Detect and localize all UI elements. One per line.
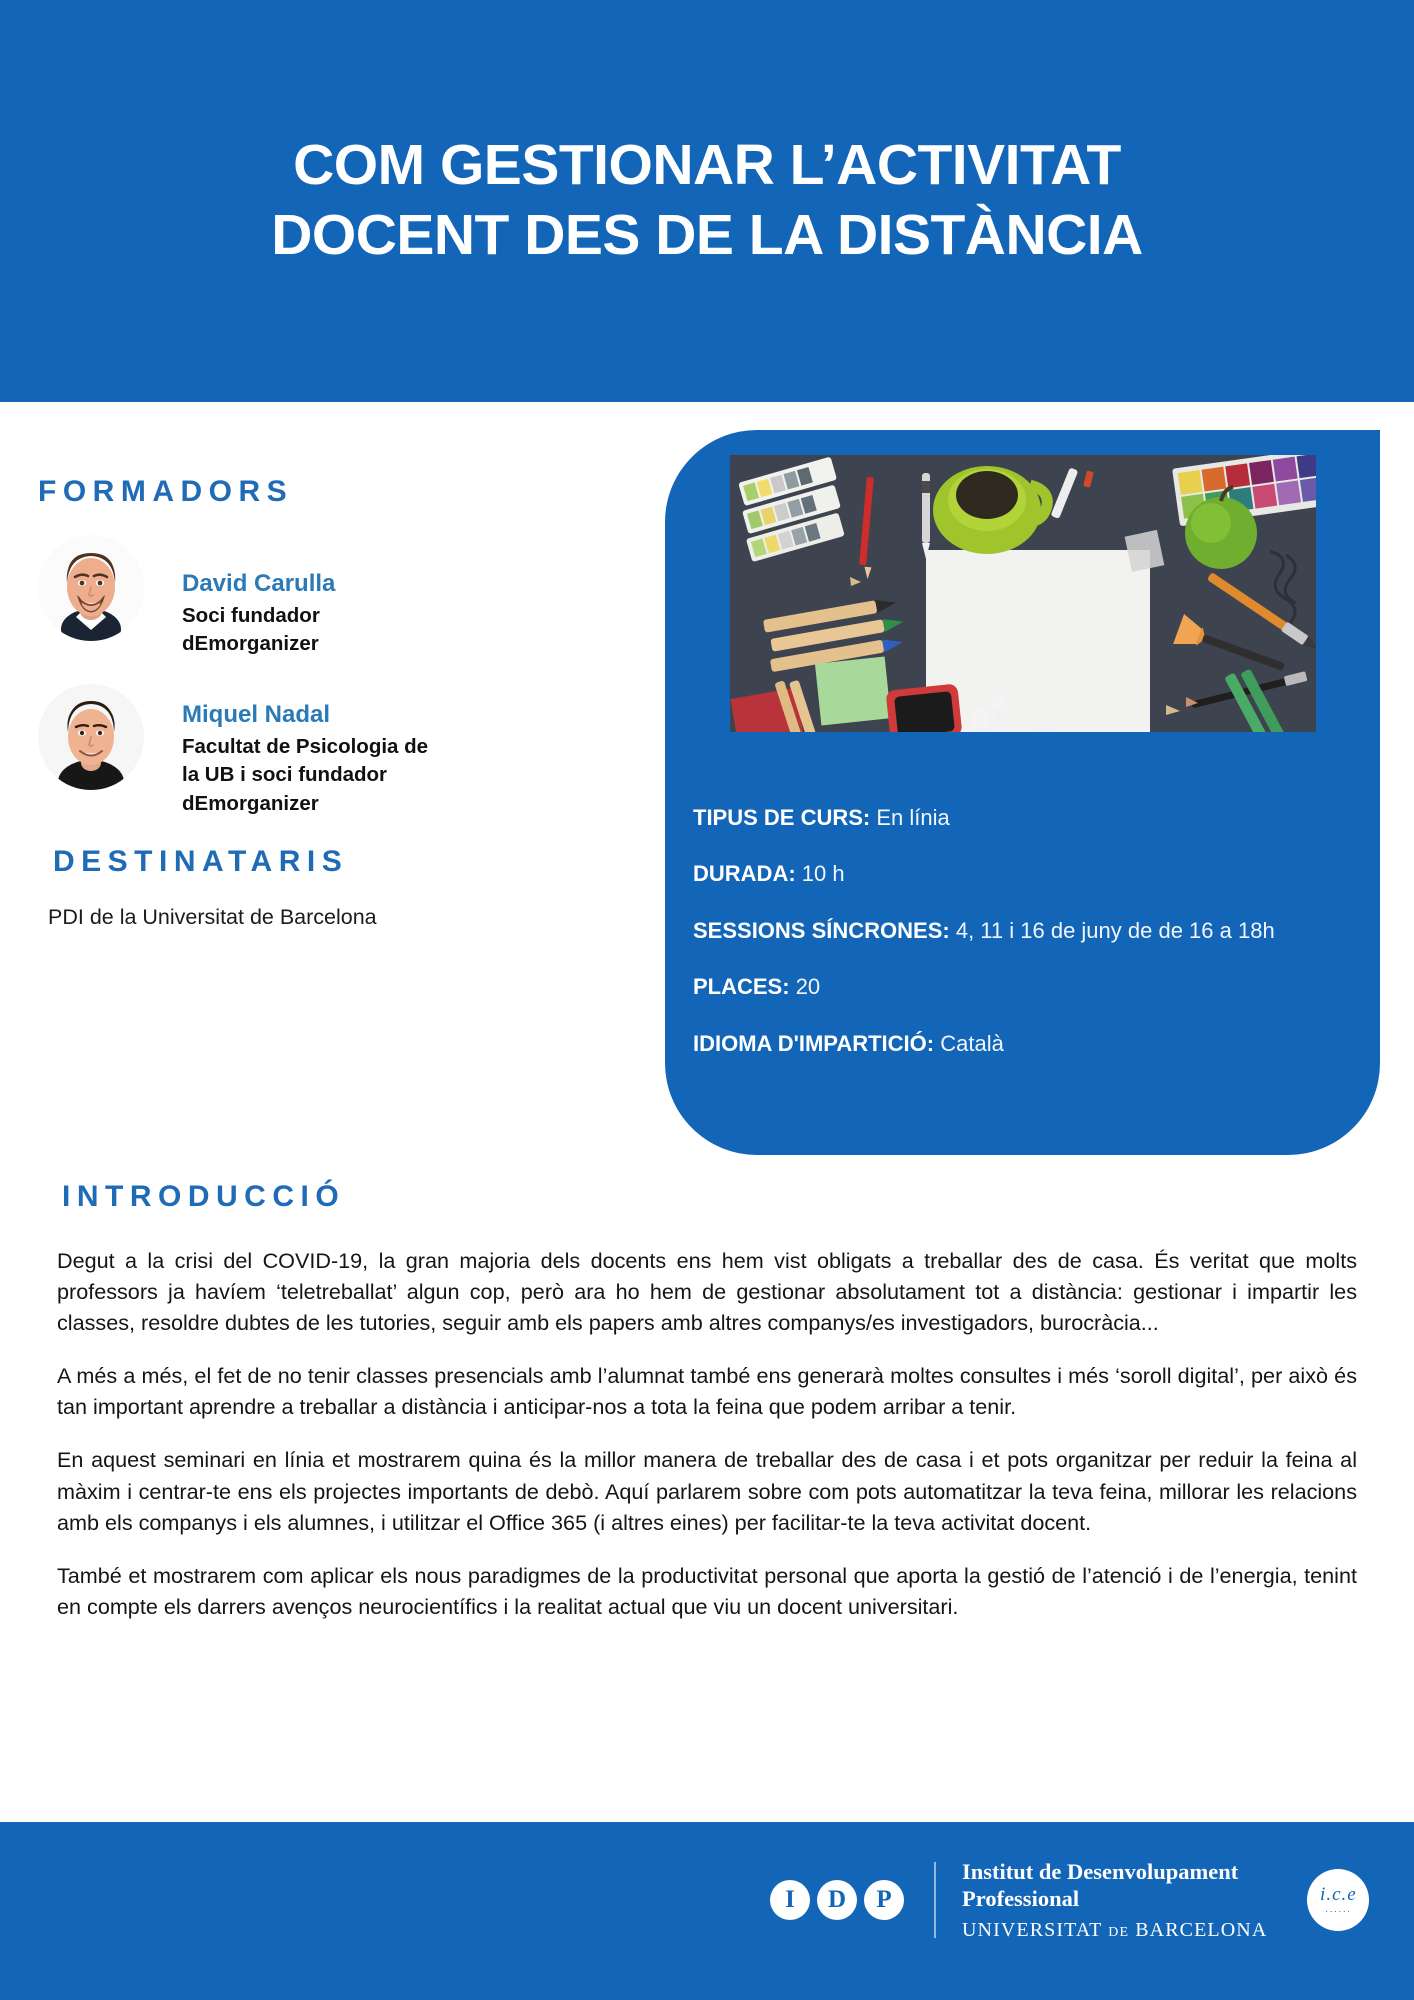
trainer-item (38, 684, 558, 818)
page-title-line-1: COM GESTIONAR L’ACTIVITAT (293, 133, 1121, 198)
detail-value: Català (940, 1030, 1004, 1056)
page-footer (0, 1822, 1414, 2000)
detail-label: SESSIONS SÍNCRONES: (693, 917, 950, 943)
detail-value: 4, 11 i 16 de juny de de 16 a 18h (955, 917, 1275, 943)
university-line (962, 1919, 1267, 1942)
trainer-info (182, 535, 442, 658)
idp-letter-p: P (864, 1880, 904, 1920)
trainer-item (38, 535, 558, 658)
footer-divider (934, 1862, 936, 1938)
trainer-name: David Carulla (182, 570, 336, 597)
university-de: DE (1108, 1925, 1130, 1940)
trainer-info (182, 684, 442, 818)
course-detail-row (693, 1031, 1373, 1057)
trainers-list (38, 535, 558, 844)
formadors-heading: FORMADORS (38, 475, 294, 508)
course-detail-row (693, 974, 1373, 1000)
page-header (0, 0, 1414, 402)
avatar (38, 684, 144, 790)
idp-logo (770, 1880, 904, 1920)
detail-value: 10 h (801, 861, 845, 887)
ice-logo (1307, 1869, 1369, 1931)
idp-letter-i: I (770, 1880, 810, 1920)
destinataris-text: PDI de la Universitat de Barcelona (48, 905, 377, 929)
detail-label: TIPUS DE CURS: (693, 805, 871, 830)
introduccio-paragraph: En aquest seminari en línia et mostrarem quina és la millor manera de treballar des de casa i et pots organitzar per reduir la feina al màxim i centrar-te ens els projectes importants de debò. Aquí parlarem sobre com pots automatitzar la teva feina, millorar les relacions amb els companys i els alumnes, i utilitzar el Office 365 (i altres eines) per facilitar-te la teva activitat docent. (57, 1447, 1357, 1535)
page-title-line-2: DOCENT DES DE LA DISTÀNCIA (271, 203, 1143, 267)
page-title (127, 131, 1287, 270)
detail-value: En línia (876, 805, 950, 830)
trainer-role: Facultat de Psicologia de la UB i soci fundador dEmorganizer (182, 735, 429, 815)
trainer-role: Soci fundador dEmorganizer (182, 603, 320, 655)
course-detail-row (693, 918, 1373, 944)
institute-line-1: Institut de Desenvolupament (962, 1859, 1239, 1884)
course-detail-row (693, 805, 1373, 831)
introduccio-paragraph: Degut a la crisi del COVID-19, la gran majoria dels docents ens hem vist obligats a treballar des de casa. És veritat que molts professors ja havíem ‘teletreballat’ algun cop, però ara ho hem de gestionar absolutament tot a distància: gestionar i impartir les classes, resoldre dubtes de les tutories, seguir amb els papers amb altres companys/es investigadors, burocràcia... (57, 1248, 1357, 1336)
introduccio-body (57, 1245, 1357, 1622)
university-suffix: BARCELONA (1135, 1919, 1268, 1941)
introduccio-heading: INTRODUCCIÓ (62, 1180, 346, 1213)
detail-label: DURADA: (693, 861, 796, 887)
ice-label: i.c.e (1320, 1883, 1357, 1905)
institute-name-block (962, 1858, 1267, 1942)
institute-line-2: Professional (962, 1886, 1080, 1911)
course-detail-list (693, 805, 1373, 1057)
detail-value: 20 (795, 974, 821, 1000)
hero-image (730, 455, 1316, 732)
ice-dots: ······ (1325, 1905, 1352, 1916)
trainer-name: Miquel Nadal (182, 701, 331, 729)
introduccio-paragraph: A més a més, el fet de no tenir classes presencials amb l’alumnat també ens generarà moltes consultes i més ‘soroll digital’, per això és tan important aprendre a treballar a distància i anticipar-nos a tota la feina que podem arribar a tenir. (57, 1363, 1357, 1420)
university-prefix: UNIVERSITAT (962, 1919, 1103, 1941)
course-detail-row (693, 861, 1373, 887)
avatar (38, 535, 144, 641)
introduccio-paragraph: També et mostrarem com aplicar els nous paradigmes de la productivitat personal que aporta la gestió de l’atenció i de l’energia, tenint en compte els darrers avenços neurocientífics i la realitat actual que viu un docent universitari. (57, 1562, 1357, 1619)
footer-logos (770, 1858, 1369, 1942)
idp-letter-d: D (817, 1880, 857, 1920)
destinataris-heading: DESTINATARIS (53, 845, 349, 878)
detail-label: IDIOMA D'IMPARTICIÓ: (693, 1030, 935, 1056)
detail-label: PLACES: (693, 974, 790, 1000)
